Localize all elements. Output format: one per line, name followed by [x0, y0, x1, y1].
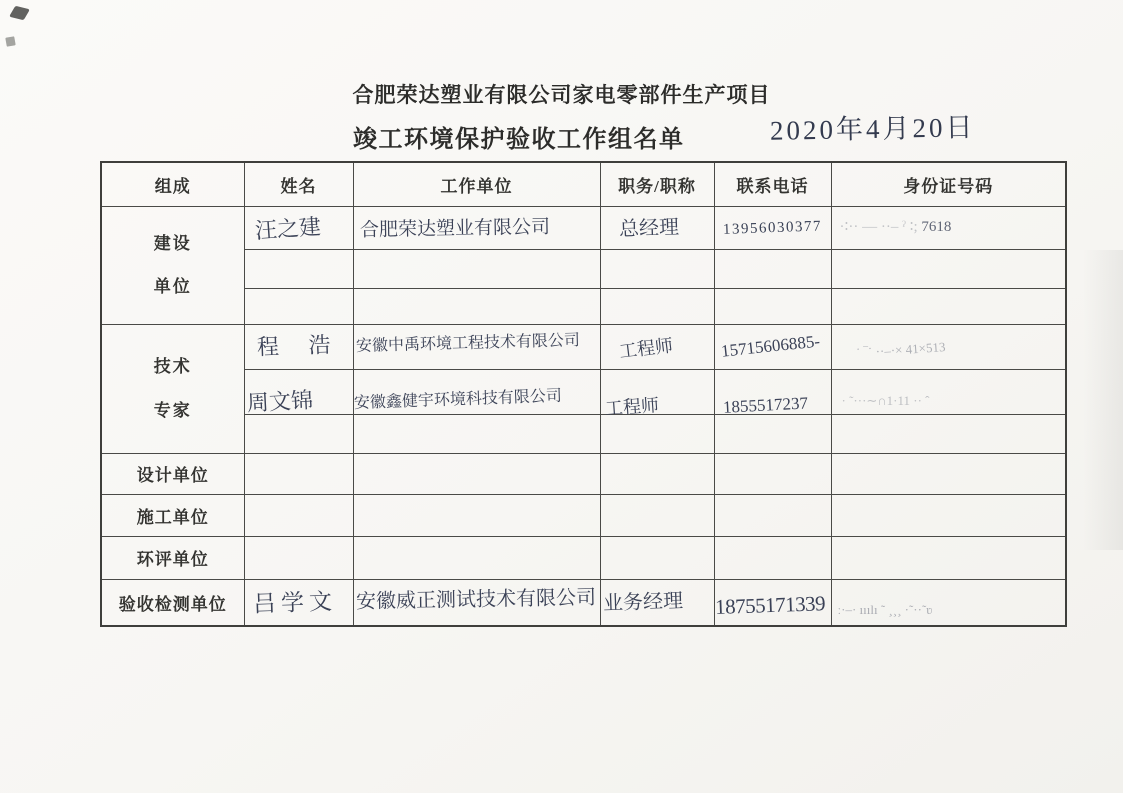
handwritten-title: 工程师 [617, 334, 674, 362]
handwritten-phone: 18755171339 [714, 590, 825, 619]
empty-cell [714, 249, 831, 288]
header-name: 姓名 [244, 162, 353, 206]
empty-cell [353, 453, 600, 494]
empty-cell [714, 414, 831, 453]
handwritten-title: 工程师 [603, 394, 660, 419]
handwritten-phone: 13956030377 [722, 218, 822, 239]
handwritten-work-unit: 安徽威正测试技术有限公司 [355, 587, 596, 614]
handwritten-title: 业务经理 [602, 590, 683, 616]
handwritten-work-unit: 安徽中禹环境工程技术有限公司 [355, 331, 580, 355]
handwritten-name: 周文锦 [245, 387, 314, 417]
handwritten-phone: 1855517237 [722, 393, 808, 417]
cell-expert2-title [600, 369, 714, 419]
table-row-empty [101, 536, 1066, 579]
empty-cell [244, 453, 353, 494]
header-id-number: 身份证号码 [831, 162, 1066, 206]
scan-artifact-icon [9, 6, 30, 20]
cell-expert2-phone [714, 369, 831, 417]
cell-inspection-title [600, 579, 714, 626]
table-row [101, 369, 1066, 414]
handwritten-phone: 15715606885- [719, 331, 821, 361]
cell-construction-title [600, 206, 714, 249]
row-label-eia-unit: 环评单位 [101, 536, 244, 579]
row-label-design-unit: 设计单位 [101, 453, 244, 494]
empty-cell [831, 288, 1066, 324]
table-row [101, 579, 1066, 626]
cell-expert1-id [831, 324, 1066, 369]
empty-cell [600, 288, 714, 324]
cell-construction-phone [714, 206, 831, 249]
cell-construction-name [244, 206, 353, 249]
handwritten-name: 吕学文 [252, 588, 337, 617]
empty-cell [600, 453, 714, 494]
cell-inspection-name [244, 579, 353, 626]
handwritten-id-redacted: · ˜···∼∩1·11 ·· ˆ [841, 393, 930, 409]
table-row-empty [101, 414, 1066, 453]
table-row [101, 206, 1066, 249]
table-row-empty [101, 249, 1066, 288]
handwritten-id-redacted: ·∶·· — ··– ˀ ∶; 7618 [839, 219, 952, 236]
handwritten-name: 程 浩 [256, 332, 343, 361]
handwritten-id-redacted: ˙ ‾˙ ··–·× 41×513 [855, 339, 946, 361]
row-label-construction-unit: 建设单位 [101, 206, 244, 324]
working-group-table [100, 161, 1067, 627]
cell-expert2-id [831, 369, 1066, 414]
cell-expert1-unit [353, 324, 600, 369]
handwritten-work-unit: 安徽鑫健宇环境科技有限公司 [353, 387, 562, 412]
scan-smudge [1083, 250, 1123, 550]
empty-cell [831, 414, 1066, 453]
cell-inspection-unit [353, 579, 600, 626]
cell-construction-id [831, 206, 1066, 249]
table-row-empty [101, 288, 1066, 324]
empty-cell [831, 453, 1066, 494]
empty-cell [353, 494, 600, 536]
empty-cell [600, 536, 714, 579]
header-phone: 联系电话 [714, 162, 831, 206]
empty-cell [714, 536, 831, 579]
scan-artifact-icon [5, 36, 15, 46]
header-work-unit: 工作单位 [353, 162, 600, 206]
cell-expert1-phone [714, 324, 831, 369]
row-label-builder-unit: 施工单位 [101, 494, 244, 536]
empty-cell [714, 288, 831, 324]
empty-cell [244, 536, 353, 579]
cell-inspection-phone [714, 579, 831, 626]
row-label-inspection-unit: 验收检测单位 [101, 579, 244, 626]
handwritten-id-redacted: ː·–· ııılı ˜ ¸¸¸ ·˜··˜ʋ [837, 602, 933, 618]
empty-cell [353, 249, 600, 288]
table-row [101, 324, 1066, 369]
empty-cell [244, 249, 353, 288]
empty-cell [831, 536, 1066, 579]
handwritten-date: 2020年4月20日 [769, 112, 976, 146]
empty-cell [353, 288, 600, 324]
cell-expert1-title [600, 324, 714, 369]
empty-cell [600, 494, 714, 536]
document-title: 合肥荣达塑业有限公司家电零部件生产项目 [352, 83, 771, 107]
cell-expert1-name [244, 324, 353, 369]
table-row-empty [101, 494, 1066, 536]
empty-cell [244, 288, 353, 324]
handwritten-title: 总经理 [618, 216, 679, 241]
empty-cell [244, 414, 353, 453]
header-row [101, 162, 1066, 206]
empty-cell [600, 414, 714, 453]
empty-cell [353, 414, 600, 453]
cell-expert2-unit [353, 369, 600, 414]
empty-cell [714, 494, 831, 536]
empty-cell [600, 249, 714, 288]
cell-construction-unit [353, 206, 600, 249]
document-subtitle: 竣工环境保护验收工作组名单 [353, 127, 685, 153]
header-position: 职务/职称 [600, 162, 714, 206]
empty-cell [831, 249, 1066, 288]
cell-expert2-name [244, 369, 353, 417]
row-label-technical-experts: 技术专家 [101, 324, 244, 453]
cell-inspection-id [831, 579, 1066, 626]
handwritten-work-unit: 合肥荣达塑业有限公司 [359, 216, 550, 242]
empty-cell [831, 494, 1066, 536]
handwritten-name: 汪之建 [253, 214, 322, 244]
table-row-empty [101, 453, 1066, 494]
empty-cell [244, 494, 353, 536]
empty-cell [353, 536, 600, 579]
empty-cell [714, 453, 831, 494]
header-composition: 组成 [101, 162, 244, 206]
